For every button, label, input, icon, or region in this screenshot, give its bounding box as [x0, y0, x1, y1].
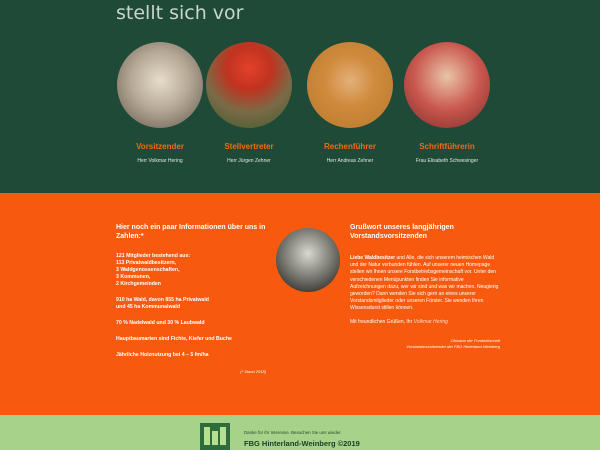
member-photo — [404, 42, 490, 128]
section-title: stellt sich vor — [116, 2, 244, 24]
member-photo — [117, 42, 203, 128]
fbg-logo-icon — [200, 423, 230, 450]
facts-mix: 70 % Nadelwald und 30 % Laubwald — [116, 320, 205, 326]
greeting-heading: Grußwort unseres langjährigen Vorstandsvorsitzenden — [350, 224, 454, 240]
member-name: Herr Volkmar Hering — [137, 158, 183, 164]
member-role: Schriftführerin — [419, 142, 475, 151]
greeting-sig-title: Obmann der Forstwirtschaft — [450, 337, 500, 343]
facts-members: 121 Mitglieder bestehend aus: 113 Privatwaldbesitzern, 3 Waldgenossenschaften, 3 Kommunen, 2 Kirchgemeinden — [116, 253, 191, 287]
info-section — [0, 193, 600, 415]
greeting-body: Liebe Waldbesitzer und Alle, die sich unserem heimischen Wald und der Natur verbunden fühlen. Auf unserer neuen Homepage stellen wir Ihnen unsere Forstbetriebsgemeinschaft vor. Unter den verschiedenen Menüpunkten finden Sie informative Aufzeichnungen dazu, wer wir sind und was wir machen. Neugierig geworden? Dann wenden Sie sich gern an eines unserer Vorstandsmitglieder oder unseren Förster. Sie wenden Ihren Wissensdurst stillen können. — [350, 255, 499, 312]
member-role: Rechenführer — [323, 142, 376, 151]
facts-note: (* Stand 2018) — [240, 369, 266, 374]
member-name: Frau Elisabeth Schwesinger — [415, 158, 479, 164]
member-photo — [307, 42, 393, 128]
footer — [0, 415, 600, 450]
greeting-sig-role: Vorstandsvorsitzender der FBG Hinterland-Weinberg — [406, 343, 500, 349]
member-photo — [206, 42, 292, 128]
footer-thanks: Danke für Ihr Interesse. Besuchen Sie uns wieder. — [244, 430, 342, 435]
member-card — [199, 42, 299, 164]
facts-column — [116, 224, 266, 384]
facts-harvest: Jährliche Holznutzung bei 4 – 5 fm/ha — [116, 352, 209, 358]
member-role: Stellvertreter — [224, 142, 274, 151]
chairman-photo — [276, 228, 340, 292]
greeting-column — [350, 224, 500, 350]
facts-forest: 910 ha Wald, davon 855 ha Privatwald und 45 ha Kommunalwald — [116, 297, 209, 310]
member-card — [397, 42, 497, 164]
board-section — [0, 0, 600, 193]
member-name: Herr Andreas Zehner — [326, 158, 374, 164]
member-card — [300, 42, 400, 164]
facts-species: Hauptbaumarten sind Fichte, Kiefer und Buche — [116, 336, 232, 342]
greeting-closing: Mit freundlichen Grüßen, Ihr Volkmar Hering — [350, 318, 448, 325]
facts-heading: Hier noch ein paar Informationen über uns in Zahlen:* — [116, 224, 266, 240]
member-card — [110, 42, 210, 164]
member-name: Herr Jürgen Zehner — [227, 158, 271, 164]
footer-copyright: FBG Hinterland-Weinberg ©2019 — [244, 439, 360, 448]
member-role: Vorsitzender — [136, 142, 184, 151]
